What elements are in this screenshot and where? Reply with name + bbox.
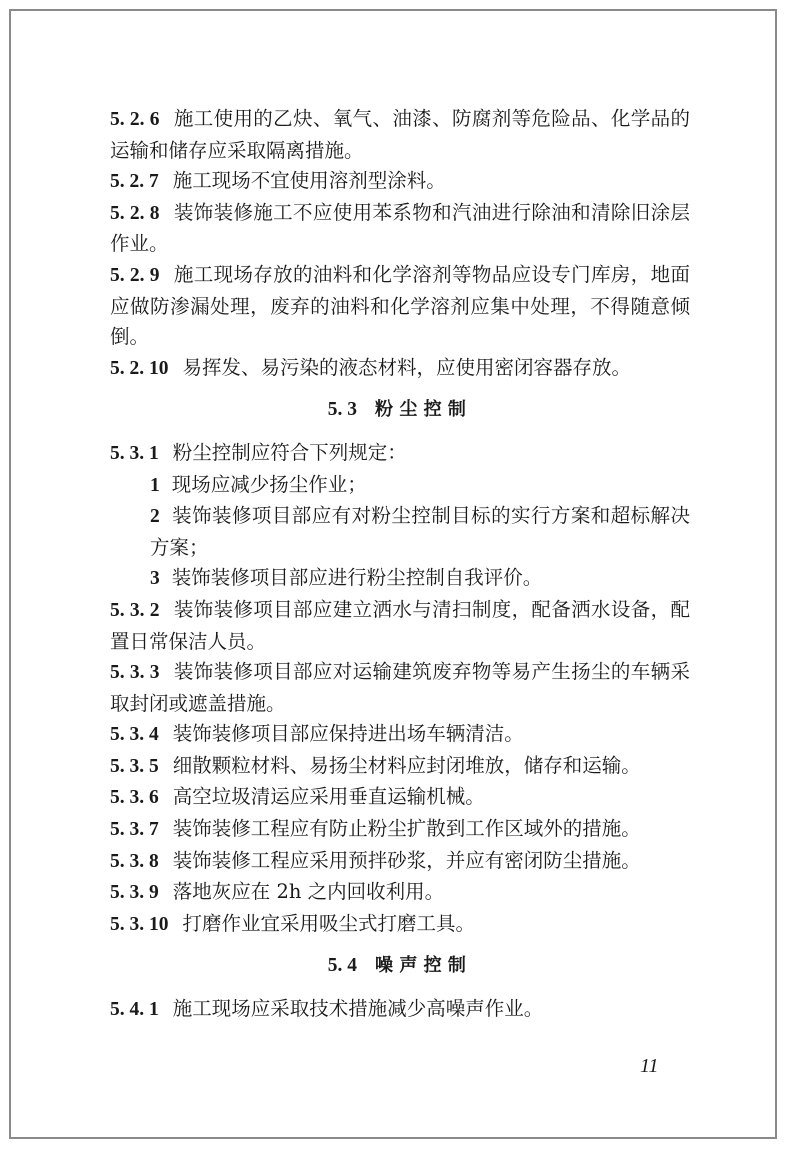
section-number: 5. 3 <box>327 399 358 421</box>
clause-text: 装饰装修项目部应建立洒水与清扫制度，配备洒水设备，配置日常保洁人员。 <box>110 597 690 653</box>
clause <box>110 166 690 198</box>
section-number: 5. 4 <box>327 955 358 977</box>
clause-text: 施工现场不宜使用溶剂型涂料。 <box>172 169 446 193</box>
clause-number: 5. 3. 10 <box>110 913 169 935</box>
clause-text: 装饰装修工程应采用预拌砂浆，并应有密闭防尘措施。 <box>172 848 641 872</box>
clause-number: 5. 2. 6 <box>110 109 160 130</box>
clause-number: 5. 3. 3 <box>110 662 160 684</box>
clause <box>110 595 690 657</box>
item-text: 装饰装修项目部应进行粉尘控制自我评价。 <box>171 566 543 590</box>
clause-number: 5. 4. 1 <box>110 999 159 1021</box>
clause-text: 装饰装修工程应有防止粉尘扩散到工作区域外的措施。 <box>172 817 641 841</box>
item-number: 3 <box>150 568 160 590</box>
section-title: 粉尘控制 <box>375 399 473 421</box>
clause-number: 5. 3. 8 <box>110 850 159 872</box>
item-text: 现场应减少扬尘作业； <box>171 472 367 496</box>
list-item <box>110 470 690 502</box>
clause-text: 装饰装修项目部应保持进出场车辆清洁。 <box>172 722 524 746</box>
clause <box>110 782 690 814</box>
page-number: 11 <box>640 1055 659 1077</box>
item-number: 2 <box>150 506 160 528</box>
clause-number: 5. 3. 5 <box>110 755 159 777</box>
clause <box>110 438 690 470</box>
clause-text: 施工使用的乙炔、氧气、油漆、防腐剂等危险品、化学品的运输和储存应采取隔离措施。 <box>110 107 690 162</box>
clause-number: 5. 2. 10 <box>110 357 169 379</box>
item-text: 装饰装修项目部应有对粉尘控制目标的实行方案和超标解决方案； <box>150 504 690 559</box>
clause-number: 5. 2. 8 <box>110 202 160 224</box>
clause-number: 5. 3. 9 <box>110 882 159 904</box>
clause-text: 打磨作业宜采用吸尘式打磨工具。 <box>182 911 476 935</box>
clause <box>110 657 690 719</box>
section-heading <box>110 395 690 426</box>
section-title: 噪声控制 <box>375 955 473 977</box>
clause-text: 高空垃圾清运应采用垂直运输机械。 <box>172 785 485 809</box>
clause <box>110 846 690 878</box>
clause-text: 粉尘控制应符合下列规定： <box>172 440 407 464</box>
clause-number: 5. 2. 7 <box>110 171 159 193</box>
clause-text: 装饰装修施工不应使用苯系物和汽油进行除油和清除旧涂层作业。 <box>110 200 690 256</box>
clause <box>110 198 690 260</box>
clause <box>110 877 690 909</box>
clause-number: 5. 3. 6 <box>110 787 159 809</box>
clause <box>110 260 690 353</box>
clause-text: 装饰装修项目部应对运输建筑废弃物等易产生扬尘的车辆采取封闭或遮盖措施。 <box>110 660 690 715</box>
clause-number: 5. 2. 9 <box>110 264 160 286</box>
clause <box>110 814 690 846</box>
clause <box>110 353 690 385</box>
clause <box>110 104 690 166</box>
clause-number: 5. 3. 4 <box>110 724 159 746</box>
clause-text: 施工现场应采取技术措施减少高噪声作业。 <box>172 997 544 1021</box>
clause <box>110 994 690 1026</box>
clause <box>110 719 690 751</box>
clause-number: 5. 3. 7 <box>110 819 159 841</box>
clause-text: 易挥发、易污染的液态材料，应使用密闭容器存放。 <box>182 355 632 379</box>
clause-text: 落地灰应在 2h 之内回收利用。 <box>172 880 445 904</box>
clause <box>110 751 690 783</box>
clause-text: 细散颗粒材料、易扬尘材料应封闭堆放，储存和运输。 <box>172 753 641 777</box>
clause <box>110 909 690 941</box>
clause-number: 5. 3. 1 <box>110 442 159 464</box>
item-number: 1 <box>150 474 160 496</box>
list-item <box>110 563 690 595</box>
list-item <box>110 501 690 563</box>
document-body <box>110 104 690 1026</box>
clause-number: 5. 3. 2 <box>110 599 160 621</box>
section-heading <box>110 951 690 982</box>
clause-text: 施工现场存放的油料和化学溶剂等物品应设专门库房，地面应做防渗漏处理，废弃的油料和化学溶剂应集中处理，不得随意倾倒。 <box>110 262 690 349</box>
